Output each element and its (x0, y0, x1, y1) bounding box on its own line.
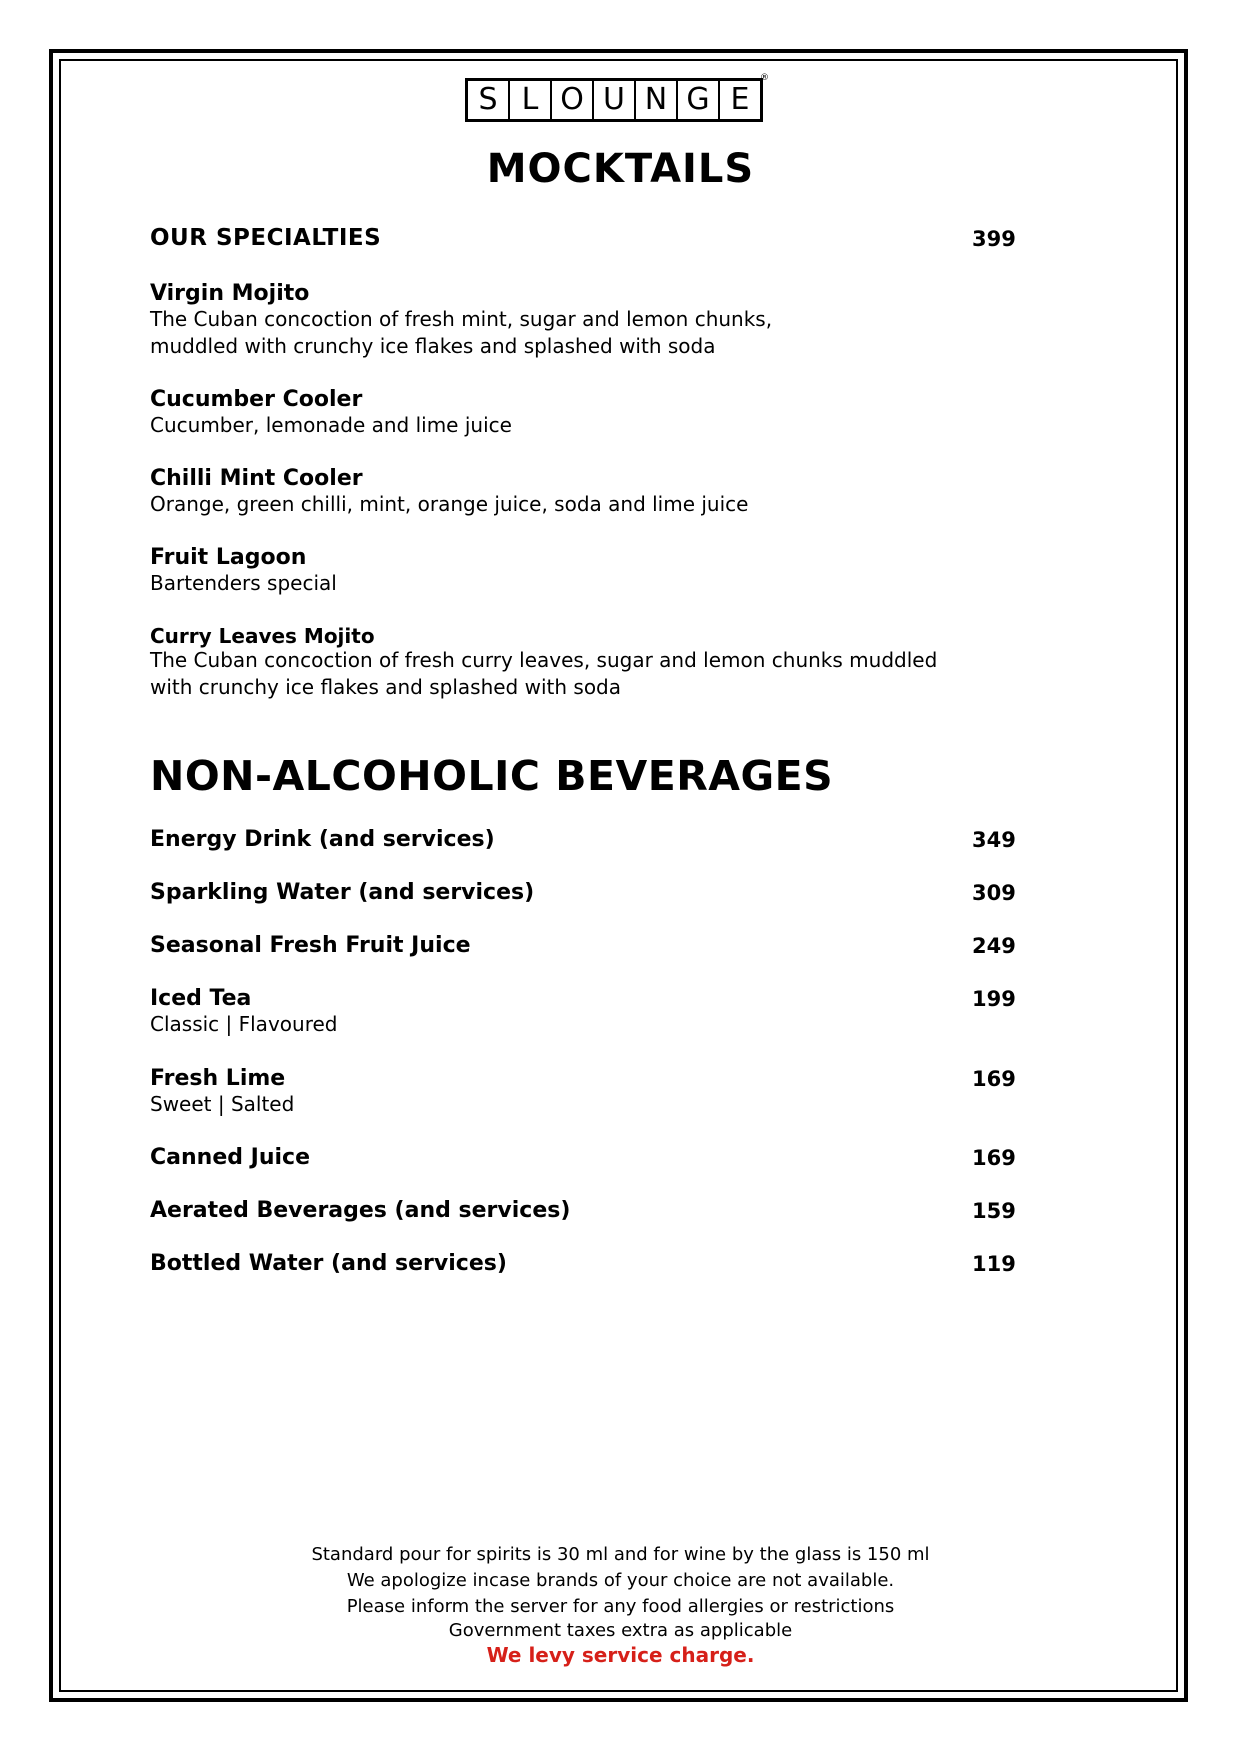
logo-letter: O (552, 81, 594, 119)
menu-item-desc: Cucumber, lemonade and lime juice (150, 413, 512, 437)
menu-item-name: Virgin Mojito (150, 281, 310, 306)
menu-item-desc: muddled with crunchy ice flakes and splashed with soda (150, 334, 716, 358)
menu-item-name: Cucumber Cooler (150, 387, 363, 412)
menu-item-desc: Orange, green chilli, mint, orange juice, soda and lime juice (150, 492, 749, 516)
logo-letter: L (510, 81, 552, 119)
menu-item-name: Curry Leaves Mojito (150, 624, 375, 648)
service-charge-notice: We levy service charge. (486, 1643, 755, 1667)
menu-item-name: Fruit Lagoon (150, 545, 307, 570)
beverage-price: 309 (972, 881, 1016, 905)
beverage-name: Iced Tea (150, 986, 252, 1011)
footer-note: We apologize incase brands of your choice are not available. (346, 1570, 895, 1591)
menu-item-name: Chilli Mint Cooler (150, 466, 363, 491)
logo-letter: N (636, 81, 678, 119)
beverage-name: Fresh Lime (150, 1066, 286, 1091)
logo-letter: S (468, 81, 510, 119)
beverage-desc: Sweet | Salted (150, 1092, 295, 1116)
beverage-price: 169 (972, 1146, 1016, 1170)
beverage-name: Canned Juice (150, 1145, 310, 1170)
beverage-price: 249 (972, 934, 1016, 958)
beverage-price: 169 (972, 1067, 1016, 1091)
beverage-name: Aerated Beverages (and services) (150, 1198, 571, 1223)
beverage-price: 349 (972, 828, 1016, 852)
beverage-price: 119 (972, 1252, 1016, 1276)
beverage-desc: Classic | Flavoured (150, 1012, 338, 1036)
menu-item-desc: The Cuban concoction of fresh curry leaves, sugar and lemon chunks muddled (150, 648, 938, 672)
beverage-name: Sparkling Water (and services) (150, 880, 535, 905)
section-title-specialties: OUR SPECIALTIES (150, 225, 382, 251)
logo-letter: G (678, 81, 720, 119)
footer-note: Standard pour for spirits is 30 ml and for wine by the glass is 150 ml (311, 1544, 930, 1565)
footer-note: Government taxes extra as applicable (448, 1620, 793, 1641)
beverage-name: Seasonal Fresh Fruit Juice (150, 933, 471, 958)
section-price: 399 (972, 227, 1016, 251)
beverage-price: 159 (972, 1199, 1016, 1223)
menu-item-desc: with crunchy ice flakes and splashed with soda (150, 675, 622, 699)
mocktails-heading: MOCKTAILS (486, 146, 755, 192)
beverage-name: Energy Drink (and services) (150, 827, 495, 852)
menu-item-desc: The Cuban concoction of fresh mint, sugar and lemon chunks, (150, 307, 773, 331)
logo-letter: E (730, 82, 750, 117)
menu-item-desc: Bartenders special (150, 571, 337, 595)
registered-mark: ® (760, 73, 769, 83)
beverages-heading: NON-ALCOHOLIC BEVERAGES (150, 752, 834, 800)
brand-logo (465, 78, 763, 122)
logo-letter: U (594, 81, 636, 119)
footer-note: Please inform the server for any food allergies or restrictions (346, 1596, 895, 1617)
beverage-price: 199 (972, 987, 1016, 1011)
beverage-name: Bottled Water (and services) (150, 1251, 507, 1276)
